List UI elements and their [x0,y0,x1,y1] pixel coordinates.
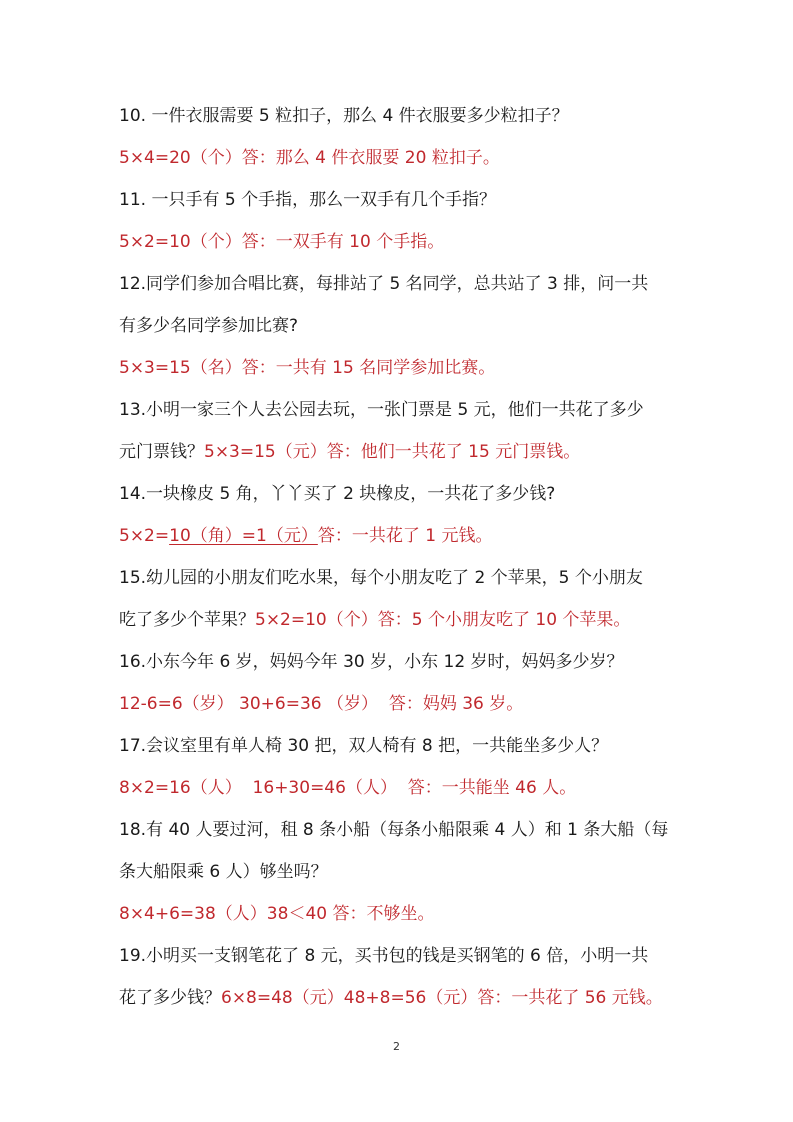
problem-10-answer: 5×4=20（个）答：那么 4 件衣服要 20 粒扣子。 [119,148,500,168]
problem-10-question: 10. 一件衣服需要 5 粒扣子，那么 4 件衣服要多少粒扣子？ [119,106,569,126]
problem-13-question-line-2: 元门票钱？ [119,442,204,462]
problem-15-question-line-2: 吃了多少个苹果？ [119,610,255,630]
problem-19-line-2 [119,986,689,1010]
problem-13-line-2 [119,440,689,464]
page-number: 2 [393,1040,400,1053]
problem-18-question-line-2: 条大船限乘 6 人）够坐吗？ [119,862,328,882]
problem-14-answer [119,524,689,548]
problem-16-question: 16.小东今年 6 岁，妈妈今年 30 岁，小东 12 岁时，妈妈多少岁？ [119,652,624,672]
problem-14-question: 14.一块橡皮 5 角，丫丫买了 2 块橡皮，一共花了多少钱? [119,484,556,504]
problem-11-question: 11. 一只手有 5 个手指，那么一双手有几个手指？ [119,190,497,210]
problem-14-answer-underlined: 10（角）=1（元） [169,526,318,546]
problem-15-answer: 5×2=10（个）答：5 个小朋友吃了 10 个苹果。 [255,610,631,630]
problem-13-answer: 5×3=15（元）答：他们一共花了 15 元门票钱。 [204,442,581,462]
problem-12-question-line-2: 有多少名同学参加比赛? [119,316,299,336]
problem-17-answer: 8×2=16（人） 16+30=46（人） 答：一共能坐 46 人。 [119,778,577,798]
problem-18-question-line-1: 18.有 40 人要过河，租 8 条小船（每条小船限乘 4 人）和 1 条大船（每 [119,820,669,840]
problem-18-answer: 8×4+6=38（人）38＜40 答：不够坐。 [119,904,435,924]
problem-19-question-line-2: 花了多少钱？ [119,988,221,1008]
problem-12-answer: 5×3=15（名）答：一共有 15 名同学参加比赛。 [119,358,496,378]
problem-14-answer-prefix: 5×2= [119,526,170,546]
problem-15-question-line-1: 15.幼儿园的小朋友们吃水果，每个小朋友吃了 2 个苹果，5 个小朋友 [119,568,643,588]
problem-12-question-line-1: 12.同学们参加合唱比赛，每排站了 5 名同学，总共站了 3 排，问一共 [119,274,649,294]
problem-15-line-2 [119,608,689,632]
problem-13-question-line-1: 13.小明一家三个人去公园去玩，一张门票是 5 元，他们一共花了多少 [119,400,644,420]
problem-17-question: 17.会议室里有单人椅 30 把，双人椅有 8 把，一共能坐多少人？ [119,736,609,756]
problem-19-question-line-1: 19.小明买一支钢笔花了 8 元，买书包的钱是买钢笔的 6 倍，小明一共 [119,946,649,966]
problem-16-answer: 12-6=6（岁） 30+6=36 （岁） 答：妈妈 36 岁。 [119,694,524,714]
problem-19-answer: 6×8=48（元）48+8=56（元）答：一共花了 56 元钱。 [221,988,663,1008]
problem-11-answer: 5×2=10（个）答：一双手有 10 个手指。 [119,232,445,252]
problem-14-answer-suffix: 答：一共花了 1 元钱。 [317,526,493,546]
